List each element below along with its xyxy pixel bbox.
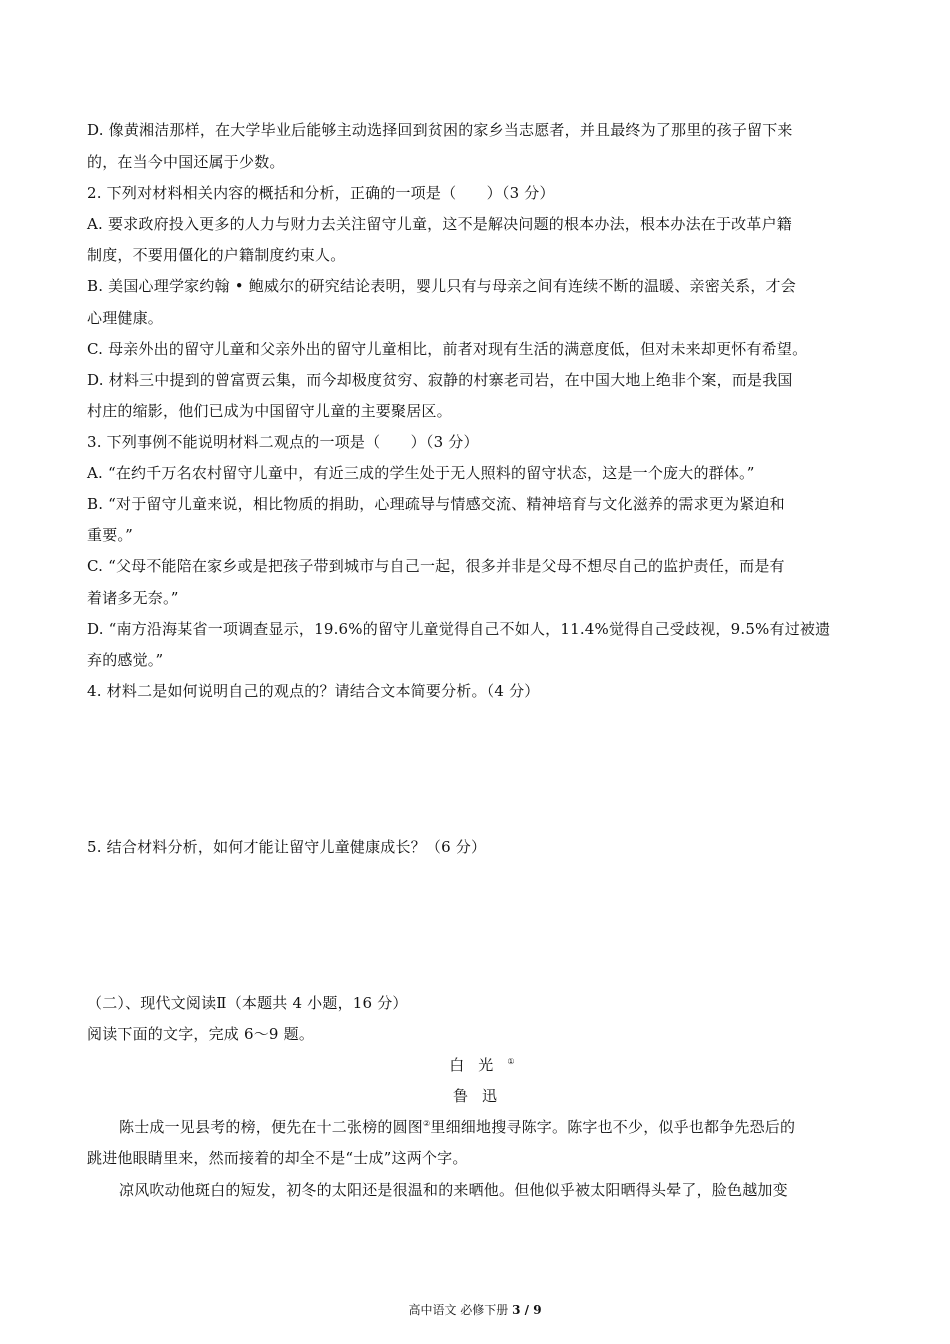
q2-option-a-line-2: 制度，不要用僵化的户籍制度约束人。: [87, 246, 346, 264]
paragraph-1-part-2: 里细细地搜寻陈字。陈字也不少，似乎也都争先恐后的: [430, 1118, 796, 1136]
q3-option-b-line-1: B. “对于留守儿童来说，相比物质的捐助，心理疏导与情感交流、精神培育与文化滋养的需求更为紧迫和: [87, 495, 785, 513]
title-footnote-mark: ①: [507, 1057, 515, 1066]
option-d-line-2: 的，在当今中国还属于少数。: [87, 153, 285, 171]
q3-option-c-line-1: C. “父母不能陪在家乡或是把孩子带到城市与自己一起，很多并非是父母不想尽自己的监护责任，而是有: [87, 557, 785, 575]
q2-option-d-line-1: D. 材料三中提到的曾富贾云集，而今却极度贫穷、寂静的村寨老司岩，在中国大地上绝非个案，而是我国: [87, 371, 793, 389]
story-title-text: 白光: [449, 1056, 508, 1074]
story-author-text: 鲁迅: [452, 1087, 511, 1105]
q2-option-a-line-1: A. 要求政府投入更多的人力与财力去关注留守儿童，这不是解决问题的根本办法，根本办法在于改革户籍: [87, 215, 792, 233]
page-footer: [0, 1302, 950, 1318]
q3-option-d-line-2: 弃的感觉。”: [87, 651, 164, 669]
q3-option-a: A. “在约千万名农村留守儿童中，有近三成的学生处于无人照料的留守状态，这是一个庞大的群体。”: [87, 464, 755, 482]
footer-label: 高中语文 必修下册: [408, 1303, 509, 1317]
story-title: [0, 1055, 950, 1075]
q3-option-d-line-1: D. “南方沿海某省一项调查显示，19.6%的留守儿童觉得自己不如人，11.4%觉得自己受歧视，9.5%有过被遗: [87, 620, 831, 638]
q3-option-b-line-2: 重要。”: [87, 526, 133, 544]
paragraph-2-line-1: 凉风吹动他斑白的短发，初冬的太阳还是很温和的来晒他。但他似乎被太阳晒得头晕了，脸色越加变: [119, 1181, 788, 1199]
question-5: 5. 结合材料分析，如何才能让留守儿童健康成长？（6 分）: [87, 838, 487, 856]
question-3: 3. 下列事例不能说明材料二观点的一项是（ ）（3 分）: [87, 433, 479, 451]
q3-option-c-line-2: 着诸多无奈。”: [87, 589, 179, 607]
q2-option-b-line-1: B. 美国心理学家约翰 • 鲍威尔的研究结论表明，婴儿只有与母亲之间有连续不断的温暖、亲密关系，才会: [87, 277, 796, 295]
paragraph-1-part-1: 陈士成一见县考的榜，便先在十二张榜的圆图: [119, 1118, 424, 1136]
paragraph-1-line-1: [119, 1117, 867, 1137]
q2-option-b-line-2: 心理健康。: [87, 309, 164, 327]
paragraph-1-line-2: 跳进他眼睛里来，然而接着的却全不是“士成”这两个字。: [87, 1149, 468, 1167]
section-2-heading: （二）、现代文阅读Ⅱ（本题共 4 小题，16 分）: [87, 994, 408, 1012]
q2-option-c: C. 母亲外出的留守儿童和父亲外出的留守儿童相比，前者对现有生活的满意度低，但对未来却更怀有希望。: [87, 340, 808, 358]
reading-instruction: 阅读下面的文字，完成 6～9 题。: [87, 1025, 315, 1043]
story-author: [0, 1086, 950, 1106]
footnote-mark-2: ②: [423, 1119, 431, 1128]
q2-option-d-line-2: 村庄的缩影，他们已成为中国留守儿童的主要聚居区。: [87, 402, 452, 420]
option-d-line-1: D. 像黄湘洁那样，在大学毕业后能够主动选择回到贫困的家乡当志愿者，并且最终为了那里的孩子留下来: [87, 121, 793, 139]
page-number: 3 / 9: [512, 1303, 542, 1317]
question-4: 4. 材料二是如何说明自己的观点的？请结合文本简要分析。（4 分）: [87, 682, 540, 700]
question-2: 2. 下列对材料相关内容的概括和分析，正确的一项是（ ）（3 分）: [87, 184, 555, 202]
